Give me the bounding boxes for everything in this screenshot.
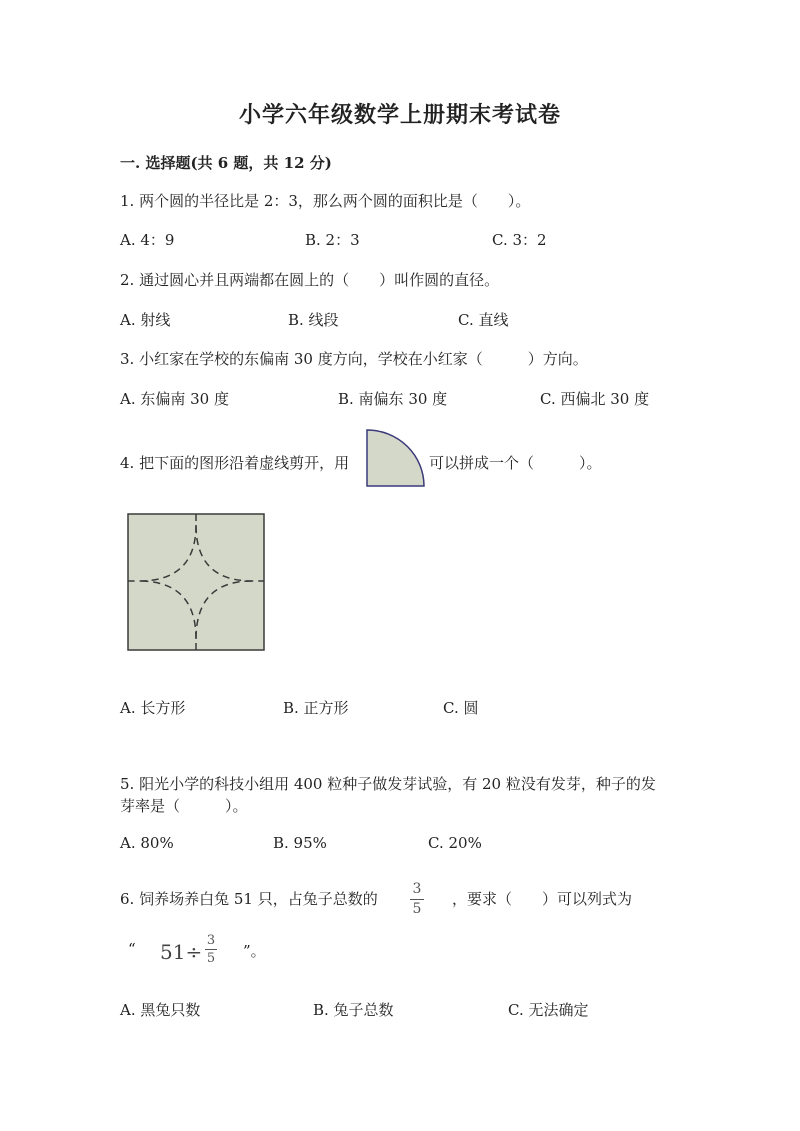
expression-dividend: 51÷ bbox=[160, 940, 203, 964]
expression-numerator: 3 bbox=[206, 933, 216, 948]
question-2-option-c: C. 直线 bbox=[458, 311, 509, 329]
question-4-option-c: C. 圆 bbox=[443, 699, 479, 717]
question-6-stem-end: ，要求（ ）可以列式为 bbox=[452, 890, 633, 908]
question-5-option-a: A. 80% bbox=[120, 834, 174, 852]
fraction-denominator: 5 bbox=[412, 901, 422, 917]
fraction-numerator: 3 bbox=[412, 881, 422, 897]
question-2-stem: 2. 通过圆心并且两端都在圆上的（ ）叫作圆的直径。 bbox=[120, 271, 500, 289]
question-5-stem-line2: 芽率是（ ）。 bbox=[120, 797, 248, 815]
expression-open-quote: “ bbox=[128, 940, 136, 958]
page-title: 小学六年级数学上册期末考试卷 bbox=[238, 102, 561, 128]
question-5-option-c: C. 20% bbox=[428, 834, 482, 852]
question-6-option-a: A. 黑兔只数 bbox=[120, 1001, 201, 1019]
question-4-stem-end: 可以拼成一个（ ）。 bbox=[429, 454, 602, 472]
question-2-option-b: B. 线段 bbox=[288, 311, 339, 329]
question-2-option-a: A. 射线 bbox=[120, 311, 171, 329]
expression-close-quote: ”。 bbox=[243, 942, 266, 960]
question-1-option-b: B. 2：3 bbox=[305, 231, 360, 249]
expression-fraction bbox=[205, 934, 217, 965]
question-1-option-c: C. 3：2 bbox=[492, 231, 547, 249]
question-1-stem: 1. 两个圆的半径比是 2：3，那么两个圆的面积比是（ ）。 bbox=[120, 192, 531, 210]
question-3-option-c: C. 西偏北 30 度 bbox=[540, 390, 650, 408]
question-4-stem-start: 4. 把下面的图形沿着虚线剪开，用 bbox=[120, 454, 350, 472]
section-heading: 一. 选择题(共 6 题，共 12 分) bbox=[120, 154, 332, 172]
question-3-stem: 3. 小红家在学校的东偏南 30 度方向，学校在小红家（ ）方向。 bbox=[120, 350, 588, 368]
question-6-option-c: C. 无法确定 bbox=[508, 1001, 589, 1019]
question-5-stem-line1: 5. 阳光小学的科技小组用 400 粒种子做发芽试验，有 20 粒没有发芽，种子的发 bbox=[120, 775, 656, 793]
expression-denominator: 5 bbox=[206, 951, 216, 966]
question-6-stem-start: 6. 饲养场养白兔 51 只，占兔子总数的 bbox=[120, 890, 378, 908]
question-5-option-b: B. 95% bbox=[273, 834, 327, 852]
question-1-option-a: A. 4：9 bbox=[120, 231, 175, 249]
question-3-option-b: B. 南偏东 30 度 bbox=[338, 390, 448, 408]
quarter-circle-piece bbox=[364, 428, 428, 490]
dashed-square-figure bbox=[127, 513, 267, 653]
question-4-option-a: A. 长方形 bbox=[120, 699, 186, 717]
fraction-three-fifths bbox=[410, 882, 424, 917]
question-6-option-b: B. 兔子总数 bbox=[313, 1001, 394, 1019]
question-3-option-a: A. 东偏南 30 度 bbox=[120, 390, 229, 408]
question-4-option-b: B. 正方形 bbox=[283, 699, 349, 717]
